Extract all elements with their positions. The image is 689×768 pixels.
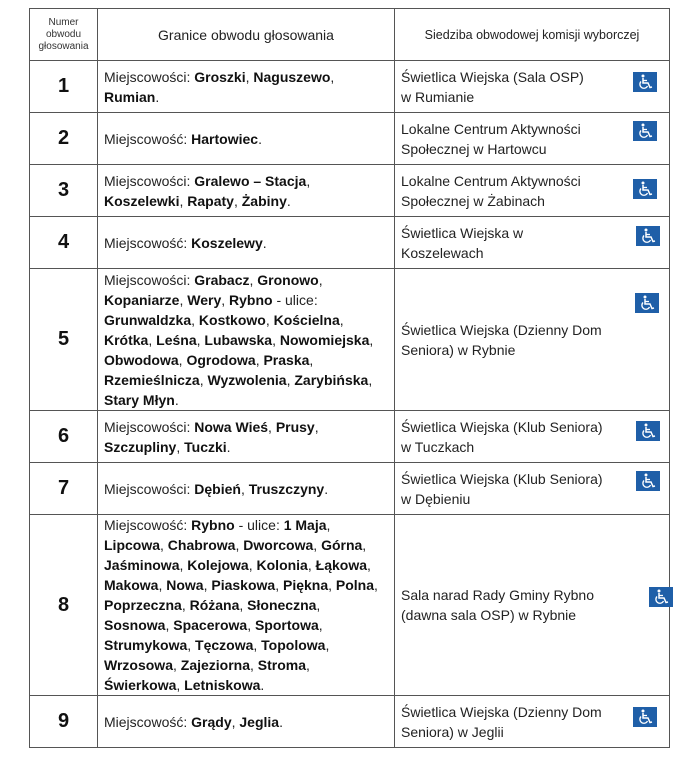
district-boundaries xyxy=(98,113,395,165)
boundary-text: Miejscowości: xyxy=(104,68,195,85)
place-name: Grabacz xyxy=(194,271,250,288)
district-number: 5 xyxy=(30,269,98,411)
boundary-text: , xyxy=(179,291,188,308)
seat-line: Lokalne Centrum Aktywności xyxy=(401,172,581,189)
seat-address xyxy=(401,585,606,625)
place-name: Gralewo – Stacja xyxy=(194,172,307,189)
boundary-text: Miejscowość: xyxy=(104,517,192,533)
wheelchair-glyph xyxy=(639,423,657,439)
boundary-text: . xyxy=(260,677,265,693)
boundary-text: , xyxy=(196,331,205,348)
place-name: Jeglia xyxy=(239,713,280,730)
seat-line: w Tuczkach xyxy=(401,438,475,455)
wheelchair-accessible-icon xyxy=(633,121,657,141)
place-name: Lipcowa xyxy=(104,537,161,553)
boundary-text: , xyxy=(265,311,274,328)
place-name: Rzemieślnicza xyxy=(104,371,200,388)
boundary-text: , xyxy=(309,351,314,368)
boundary-text: , xyxy=(268,418,276,435)
district-row xyxy=(30,165,670,217)
place-name: Słoneczna xyxy=(247,597,317,613)
place-name: Rapaty xyxy=(187,192,234,209)
place-name: Gronowo xyxy=(257,271,319,288)
boundary-text: , xyxy=(318,617,323,633)
district-row xyxy=(30,269,670,411)
boundary-text: , xyxy=(286,371,295,388)
commission-seat xyxy=(395,515,670,696)
header-boundaries: Granice obwodu głosowania xyxy=(98,9,395,61)
place-name: Sportowa xyxy=(254,617,319,633)
boundary-text: , xyxy=(221,291,230,308)
place-name: Obwodowa xyxy=(104,351,179,368)
place-name: Spacerowa xyxy=(173,617,248,633)
boundary-text: , xyxy=(306,657,310,673)
boundary-text: , xyxy=(247,617,255,633)
seat-line: Seniora) w Rybnie xyxy=(401,341,516,358)
header-row xyxy=(30,9,670,61)
boundary-text: - ulice: xyxy=(234,517,284,533)
seat-line: Seniora) w Jeglii xyxy=(401,723,504,740)
seat-line: Sala narad Rady Gminy Rybno xyxy=(401,587,594,603)
place-name: Stary Młyn xyxy=(104,391,175,408)
boundary-text: , xyxy=(178,351,187,368)
boundary-text: . xyxy=(226,438,231,455)
boundary-text: , xyxy=(314,418,319,435)
seat-address xyxy=(401,320,606,360)
boundary-text: , xyxy=(148,331,157,348)
boundary-text: , xyxy=(231,713,240,730)
place-name: Wery xyxy=(187,291,222,308)
seat-line: Świetlica Wiejska (Sala OSP) xyxy=(401,68,584,85)
boundary-text: , xyxy=(253,637,262,653)
boundary-text: Miejscowość: xyxy=(104,234,192,251)
boundary-text: , xyxy=(191,311,199,328)
place-name: Dworcowa xyxy=(243,537,314,553)
boundary-text: , xyxy=(181,597,190,613)
boundary-text: , xyxy=(272,331,280,348)
place-name: Rumian xyxy=(104,88,156,105)
place-name: Jaśminowa xyxy=(104,557,180,573)
wheelchair-glyph xyxy=(636,181,654,197)
place-name: Nowomiejska xyxy=(279,331,370,348)
place-name: Kolonia xyxy=(256,557,308,573)
wheelchair-glyph xyxy=(636,74,654,90)
boundary-text: Miejscowość: xyxy=(104,713,192,730)
wheelchair-accessible-icon xyxy=(649,587,673,607)
place-name: Krótka xyxy=(104,331,149,348)
place-name: Kostkowo xyxy=(198,311,266,328)
boundary-text: , xyxy=(199,371,208,388)
wheelchair-glyph xyxy=(638,295,656,311)
wheelchair-accessible-icon xyxy=(636,471,660,491)
place-name: Kolejowa xyxy=(187,557,249,573)
district-number: 8 xyxy=(30,515,98,696)
wheelchair-glyph xyxy=(636,123,654,139)
commission-seat xyxy=(395,61,670,113)
place-name: Sosnowa xyxy=(104,617,166,633)
header-number xyxy=(30,9,98,61)
district-row xyxy=(30,463,670,515)
place-name: Żabiny xyxy=(241,192,287,209)
wheelchair-glyph xyxy=(639,228,657,244)
boundary-text: . xyxy=(155,88,160,105)
place-name: Łąkowa xyxy=(315,557,367,573)
commission-seat xyxy=(395,269,670,411)
boundary-text: Miejscowość: xyxy=(104,130,192,147)
polling-districts-table xyxy=(29,8,670,748)
place-name: Różana xyxy=(189,597,240,613)
district-number: 4 xyxy=(30,217,98,269)
place-name: Stroma xyxy=(257,657,307,673)
wheelchair-glyph xyxy=(652,589,670,605)
place-name: Naguszewo xyxy=(253,68,331,85)
district-row xyxy=(30,217,670,269)
district-boundaries xyxy=(98,463,395,515)
commission-seat xyxy=(395,165,670,217)
boundary-text: Miejscowości: xyxy=(104,271,195,288)
place-name: Lubawska xyxy=(204,331,273,348)
seat-address xyxy=(401,67,606,107)
commission-seat xyxy=(395,411,670,463)
boundary-text: , xyxy=(245,68,254,85)
place-name: Truszczyny xyxy=(248,480,325,497)
district-row xyxy=(30,113,670,165)
boundary-text: Miejscowości: xyxy=(104,418,195,435)
boundary-text: , xyxy=(325,637,330,653)
boundary-text: , xyxy=(318,271,323,288)
place-name: Praska xyxy=(263,351,310,368)
boundary-text: , xyxy=(374,577,378,593)
boundary-text: - ulice: xyxy=(272,291,318,308)
boundary-text: , xyxy=(235,537,244,553)
boundary-text: , xyxy=(367,557,371,573)
place-name: Piękna xyxy=(282,577,329,593)
seat-line: w Dębieniu xyxy=(401,490,471,507)
place-name: Piaskowa xyxy=(211,577,276,593)
boundary-text: , xyxy=(326,517,331,533)
boundary-text: , xyxy=(176,438,185,455)
boundary-text: . xyxy=(279,713,283,730)
wheelchair-accessible-icon xyxy=(636,421,660,441)
place-name: Strumykowa xyxy=(104,637,188,653)
place-name: Kopaniarze xyxy=(104,291,180,308)
seat-address xyxy=(401,469,606,509)
commission-seat xyxy=(395,696,670,748)
place-name: Kościelna xyxy=(273,311,340,328)
boundary-text: , xyxy=(307,557,316,573)
wheelchair-accessible-icon xyxy=(635,293,659,313)
district-number: 6 xyxy=(30,411,98,463)
place-name: Hartowiec xyxy=(191,130,259,147)
boundary-text: , xyxy=(306,172,311,189)
district-number: 7 xyxy=(30,463,98,515)
boundary-text: , xyxy=(369,331,374,348)
district-boundaries xyxy=(98,165,395,217)
seat-line: w Rumianie xyxy=(401,88,475,105)
boundary-text: , xyxy=(316,597,321,613)
commission-seat xyxy=(395,217,670,269)
place-name: Rybno xyxy=(191,517,235,533)
wheelchair-accessible-icon xyxy=(633,179,657,199)
seat-address xyxy=(401,119,606,159)
place-name: Szczupliny xyxy=(104,438,177,455)
seat-line: Świetlica Wiejska (Dzienny Dom xyxy=(401,321,602,338)
boundary-text: , xyxy=(176,677,185,693)
district-boundaries xyxy=(98,217,395,269)
boundary-text: , xyxy=(239,597,248,613)
boundary-text: , xyxy=(172,657,181,673)
boundary-text: , xyxy=(328,577,336,593)
boundary-text: . xyxy=(286,192,291,209)
boundary-text: , xyxy=(160,537,168,553)
boundary-text: , xyxy=(187,637,196,653)
district-row xyxy=(30,411,670,463)
place-name: Poprzeczna xyxy=(104,597,182,613)
place-name: Wyzwolenia xyxy=(207,371,287,388)
commission-seat xyxy=(395,113,670,165)
place-name: Grądy xyxy=(191,713,232,730)
district-boundaries xyxy=(98,515,395,696)
place-name: Makowa xyxy=(104,577,159,593)
place-name: Topolowa xyxy=(261,637,326,653)
boundary-text: , xyxy=(248,557,257,573)
place-name: Górna xyxy=(321,537,363,553)
wheelchair-glyph xyxy=(639,473,657,489)
wheelchair-glyph xyxy=(636,709,654,725)
place-name: Tuczki xyxy=(184,438,227,455)
place-name: Tęczowa xyxy=(195,637,254,653)
seat-line: Świetlica Wiejska (Klub Seniora) xyxy=(401,470,603,487)
place-name: Dębień xyxy=(194,480,241,497)
seat-line: Świetlica Wiejska (Klub Seniora) xyxy=(401,418,603,435)
header-number-line: głosowania xyxy=(38,40,89,52)
place-name: Koszelewki xyxy=(104,192,180,209)
commission-seat xyxy=(395,463,670,515)
boundary-text: Miejscowości: xyxy=(104,480,195,497)
boundary-text: , xyxy=(330,68,335,85)
boundary-text: . xyxy=(324,480,329,497)
seat-line: Świetlica Wiejska (Dzienny Dom xyxy=(401,703,602,720)
wheelchair-accessible-icon xyxy=(633,72,657,92)
boundary-text: , xyxy=(249,271,258,288)
seat-line: Społecznej w Żabinach xyxy=(401,192,545,209)
boundary-text: , xyxy=(233,192,242,209)
header-number-line: obwodu xyxy=(45,28,82,40)
place-name: Ogrodowa xyxy=(186,351,256,368)
boundary-text: . xyxy=(262,234,267,251)
district-row xyxy=(30,696,670,748)
place-name: Chabrowa xyxy=(167,537,236,553)
boundary-text: , xyxy=(339,311,344,328)
district-row xyxy=(30,61,670,113)
boundary-text: , xyxy=(158,577,167,593)
boundary-text: , xyxy=(203,577,212,593)
boundary-text: , xyxy=(313,537,322,553)
district-number: 2 xyxy=(30,113,98,165)
district-boundaries xyxy=(98,696,395,748)
boundary-text: , xyxy=(165,617,174,633)
district-boundaries xyxy=(98,269,395,411)
seat-line: (dawna sala OSP) w Rybnie xyxy=(401,607,577,623)
district-number: 3 xyxy=(30,165,98,217)
boundary-text: , xyxy=(275,577,283,593)
seat-line: Społecznej w Hartowcu xyxy=(401,140,547,157)
place-name: Zajeziorna xyxy=(180,657,251,673)
boundary-text: Miejscowości: xyxy=(104,172,195,189)
place-name: Rybno xyxy=(229,291,273,308)
place-name: Zarybińska xyxy=(294,371,369,388)
place-name: Świerkowa xyxy=(104,677,177,693)
district-boundaries xyxy=(98,61,395,113)
seat-address xyxy=(401,171,606,211)
place-name: Groszki xyxy=(194,68,246,85)
place-name: Koszelewy xyxy=(191,234,263,251)
boundary-text: , xyxy=(179,557,188,573)
boundary-text: , xyxy=(240,480,249,497)
boundary-text: , xyxy=(255,351,264,368)
district-boundaries xyxy=(98,411,395,463)
header-seat: Siedziba obwodowej komisji wyborczej xyxy=(395,9,670,61)
place-name: Prusy xyxy=(275,418,315,435)
boundary-text: , xyxy=(362,537,367,553)
seat-line: Lokalne Centrum Aktywności xyxy=(401,120,581,137)
district-row xyxy=(30,515,670,696)
boundary-text: . xyxy=(174,391,179,408)
wheelchair-accessible-icon xyxy=(636,226,660,246)
place-name: Letniskowa xyxy=(184,677,261,693)
place-name: Polna xyxy=(335,577,375,593)
boundary-text: . xyxy=(258,130,262,147)
place-name: Leśna xyxy=(156,331,197,348)
seat-address xyxy=(401,702,606,742)
seat-address xyxy=(401,223,606,263)
place-name: Grunwaldzka xyxy=(104,311,192,328)
place-name: 1 Maja xyxy=(283,517,327,533)
boundary-text: , xyxy=(250,657,258,673)
seat-address xyxy=(401,417,606,457)
header-number-line: Numer xyxy=(48,16,79,28)
district-number: 1 xyxy=(30,61,98,113)
place-name: Nowa xyxy=(166,577,204,593)
place-name: Nowa Wieś xyxy=(194,418,269,435)
boundary-text: , xyxy=(179,192,188,209)
boundary-text: , xyxy=(368,371,373,388)
district-number: 9 xyxy=(30,696,98,748)
seat-line: Świetlica Wiejska w Koszelewach xyxy=(401,224,524,261)
place-name: Wrzosowa xyxy=(104,657,173,673)
wheelchair-accessible-icon xyxy=(633,707,657,727)
